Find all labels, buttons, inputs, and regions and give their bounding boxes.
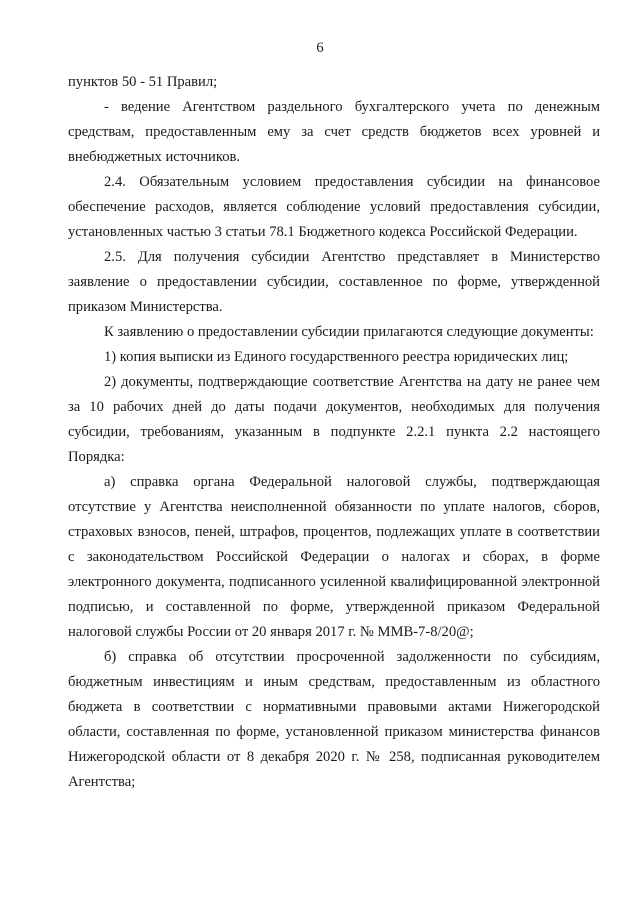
paragraph-accounting: - ведение Агентством раздельного бухгалтерского учета по денежным средствам, предоставленным ему за счет средств бюджетов всех уровней и внебюджетных источников. — [68, 99, 600, 165]
paragraph-item-1: 1) копия выписки из Единого государственного реестра юридических лиц; — [104, 349, 569, 365]
paragraph-item-a: а) справка органа Федеральной налоговой службы, подтверждающая отсутствие у Агентства неисполненной обязанности по уплате налогов, сборов, страховых взносов, пеней, штрафов, процентов, подлежащих уплате в соответствии с законодательством Российской Федерации о налогах и сборах, в форме электронного документа, подписанного усиленной квалифицированной электронной подписью, и составленной по форме, утвержденной приказом Федеральной налоговой службы России от 20 января 2017 г. № ММВ-7-8/20@; — [68, 474, 600, 640]
paragraph-2-4: 2.4. Обязательным условием предоставления субсидии на финансовое обеспечение расходов, является соблюдение условий предоставления субсидии, установленных частью 3 статьи 78.1 Бюджетного кодекса Российской Федерации. — [68, 174, 600, 240]
paragraph-item-b: б) справка об отсутствии просроченной задолженности по субсидиям, бюджетным инвестициям и иным средствам, предоставленным из областного бюджета в соответствии с нормативными правовыми актами Нижегородской области, составленная по форме, установленной приказом министерства финансов Нижегородской области от 8 декабря 2020 г. № 258, подписанная руководителем Агентства; — [68, 649, 600, 790]
paragraph-attachments-intro: К заявлению о предоставлении субсидии прилагаются следующие документы: — [104, 324, 594, 340]
page-number: 6 — [316, 40, 324, 56]
paragraph-item-2: 2) документы, подтверждающие соответствие Агентства на дату не ранее чем за 10 рабочих дней до даты подачи документов, необходимых для получения субсидии, требованиям, указанным в подпункте 2.2.1 пункта 2.2 настоящего Порядка: — [68, 374, 600, 465]
paragraph-2-5: 2.5. Для получения субсидии Агентство представляет в Министерство заявление о предоставлении субсидии, составленное по форме, утвержденной приказом Министерства. — [68, 249, 600, 315]
paragraph-continuation: пунктов 50 - 51 Правил; — [68, 74, 218, 90]
document-body — [68, 70, 600, 795]
